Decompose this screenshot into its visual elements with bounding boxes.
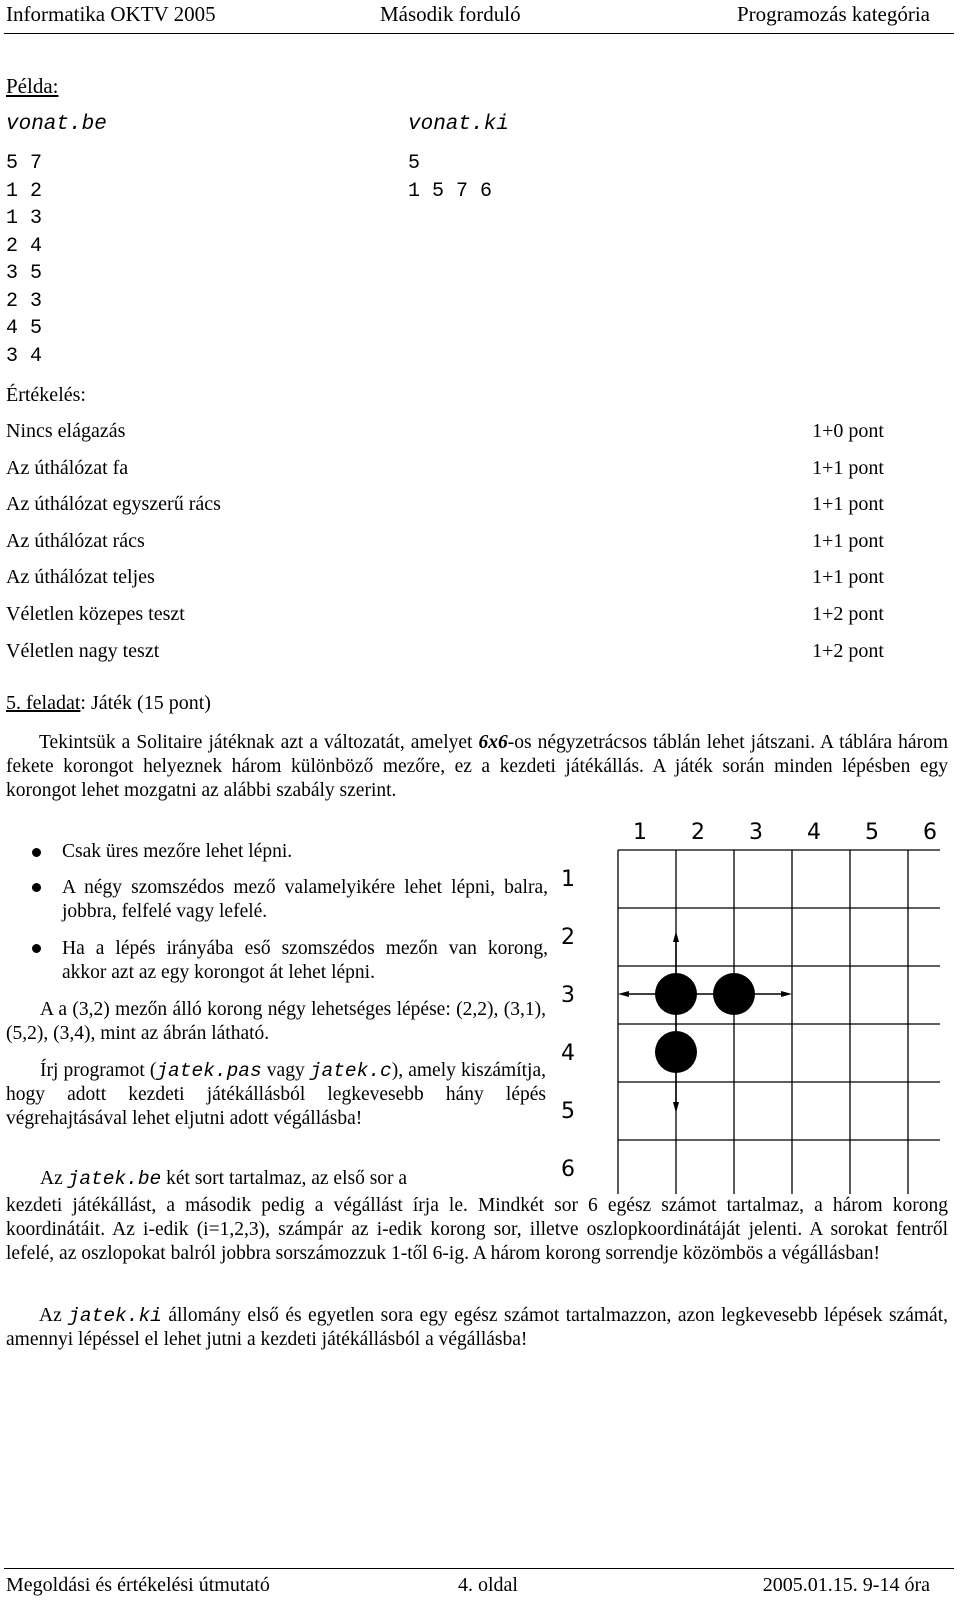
header-left: Informatika OKTV 2005 (6, 2, 216, 26)
page-header (0, 2, 960, 32)
task-title: : Játék (15 pont) (80, 692, 211, 714)
scoring-row-points: 1+2 pont (812, 639, 884, 662)
move-arrows (618, 931, 792, 1113)
program-text-a: Írj programot ( (40, 1060, 157, 1081)
example-input-line: 3 4 (6, 344, 43, 368)
arrowhead-down-icon (673, 1102, 679, 1113)
scoring-row-points: 1+2 pont (812, 603, 884, 625)
output-text-a: Az (39, 1305, 69, 1326)
scoring-row-points: 1+1 pont (812, 493, 884, 516)
example-move-text: A a (3,2) mezőn álló korong négy lehetséges lépése: (2,2), (3,1), (5,2), (3,4), mint az ábrán látható. (6, 999, 546, 1044)
example-input-line: 1 2 (6, 179, 43, 203)
board-column-label: 6 (923, 820, 937, 845)
footer-rule (4, 1568, 954, 1569)
header-rule (4, 33, 954, 34)
scoring-row-label: Véletlen nagy teszt (6, 639, 160, 662)
discs (655, 973, 755, 1073)
scoring-row-points: 1+1 pont (812, 529, 884, 552)
arrowhead-right-icon (781, 991, 792, 997)
output-desc (6, 1304, 948, 1352)
disc-icon (713, 973, 755, 1015)
board-column-label: 3 (749, 820, 763, 845)
footer-left: Megoldási és értékelési útmutató (6, 1574, 270, 1596)
example-output-line: 1 5 7 6 (408, 179, 493, 203)
example-input-line: 2 4 (6, 234, 43, 258)
arrowhead-left-icon (618, 991, 629, 997)
scoring-row-points: 1+1 pont (812, 566, 884, 589)
arrowhead-up-icon (673, 931, 679, 942)
scoring-row-label: Az úthálózat fa (6, 456, 129, 479)
bullet-dot (32, 848, 41, 857)
scoring-title: Értékelés: (6, 384, 86, 406)
board-row-label: 6 (561, 1157, 575, 1182)
input-text-b: két sort tartalmaz, az első sor a (161, 1168, 408, 1189)
task-number: 5. feladat (6, 692, 81, 714)
example-input-line: 1 3 (6, 207, 43, 230)
example-label: Példa: (6, 74, 59, 98)
bullet-item: A négy szomszédos mező valamelyikére lehet lépni, balra, jobbra, felfelé vagy lefelé. (62, 877, 548, 922)
scoring-row-label: Az úthálózat egyszerű rács (6, 493, 221, 516)
board-row-label: 4 (561, 1041, 575, 1066)
scoring-row-label: Az úthálózat teljes (6, 566, 155, 589)
input-file-name: vonat.be (6, 113, 107, 136)
intro-text-a: Tekintsük a Solitaire játéknak azt a változatát, amelyet (39, 732, 479, 753)
board-row-label: 5 (561, 1099, 575, 1124)
bullet-dot (32, 883, 41, 892)
task-heading (6, 692, 211, 715)
disc-icon (655, 1031, 697, 1073)
input-file: jatek.be (67, 1168, 162, 1190)
input-desc-start (40, 1168, 407, 1190)
bullet-dot (32, 944, 41, 953)
program-file-c: jatek.c (309, 1060, 392, 1082)
board-column-label: 1 (633, 820, 647, 845)
program-text-b: ), amely kiszámítja, hogy adott kezdeti játékállásból legkevesebb hány lépés végrehajtásával lehet eljutni adott végállásba! (6, 1060, 546, 1129)
header-right: Programozás kategória (736, 2, 930, 26)
example-input-line: 2 3 (6, 289, 43, 313)
scoring-row-points: 1+0 pont (812, 420, 884, 442)
scoring-row-label: Az úthálózat rács (6, 529, 145, 552)
board-column-label: 5 (865, 820, 879, 845)
board-row-label: 1 (561, 867, 575, 892)
bullet-item: Csak üres mezőre lehet lépni. (62, 841, 293, 862)
board-column-label: 2 (691, 820, 705, 845)
scoring-row-points: 1+1 pont (812, 456, 884, 479)
example-input-line: 4 5 (6, 317, 43, 340)
task-intro (6, 731, 948, 803)
scoring-row-label: Nincs elágazás (6, 420, 126, 442)
example-input-line: 5 7 (6, 152, 43, 175)
output-text-b: állomány első és egyetlen sora egy egész számot tartalmazzon, azon legkevesebb lépések számát, amennyi lépéssel el lehet jutni a kezdeti játékállásból a végállásba! (6, 1305, 948, 1350)
intro-text-b: -os négyzetrácsos táblán lehet játszani. A táblára három fekete korongot helyeznek három különböző mezőre, ez a kezdeti játékállás. A játék során minden lépésben egy korongot lehet mozgatni az alábbi szabály szerint. (6, 732, 948, 801)
scoring-row-label: Véletlen közepes teszt (6, 603, 185, 625)
board-row-label: 3 (561, 983, 575, 1008)
program-text (6, 1059, 546, 1131)
footer-center: 4. oldal (458, 1574, 518, 1596)
board-column-labels (633, 820, 937, 845)
header-center: Második forduló (380, 2, 521, 26)
input-desc-rest: kezdeti játékállást, a második pedig a végállást írja le. Mindkét sor 6 egész számot tartalmaz, a három korong koordinátáit. Az i-edik (i=1,2,3), számpár az i-edik korong sor, illetve oszlopkoordinátáját jelenti. A sorokat fentről lefelé, az oszlopokat balról jobbra sorszámozzuk 1-től 6-ig. A három korong sorrendje közömbös a végállásban! (6, 1195, 948, 1264)
board-figure (548, 812, 940, 1194)
output-file-name: vonat.ki (408, 113, 509, 136)
intro-board-size: 6x6 (478, 732, 508, 753)
disc-icon (655, 973, 697, 1015)
program-text-mid: vagy (261, 1060, 310, 1081)
example-input-line: 3 5 (6, 262, 43, 285)
board-row-labels (561, 867, 575, 1182)
program-file-pas: jatek.pas (156, 1060, 262, 1082)
board-column-label: 4 (807, 820, 821, 845)
example-output-line: 5 (408, 152, 421, 175)
input-text-a: Az (40, 1168, 68, 1189)
board-grid (618, 850, 940, 1194)
output-file: jatek.ki (68, 1305, 162, 1327)
bullet-item: Ha a lépés irányába eső szomszédos mezőn van korong, akkor azt az egy korongot át lehet lépni. (62, 938, 548, 983)
footer-right: 2005.01.15. 9-14 óra (762, 1574, 930, 1596)
board-row-label: 2 (561, 925, 575, 950)
